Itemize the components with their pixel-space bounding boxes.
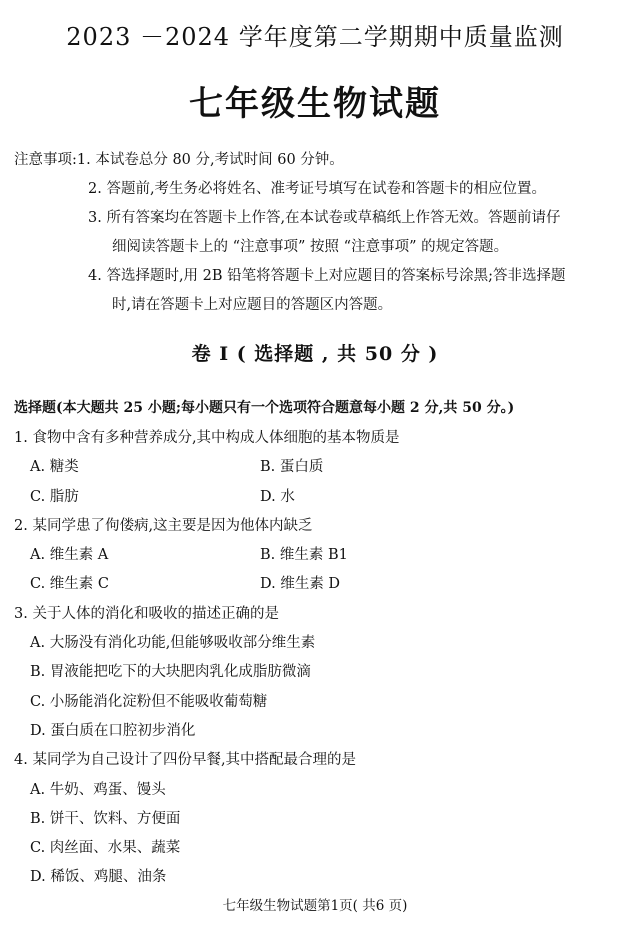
option-row	[14, 453, 620, 482]
note-item: 2. 答题前,考生务必将姓名、准考证号填写在试卷和答题卡的相应位置。	[88, 181, 547, 197]
note-line-1	[14, 146, 620, 175]
exam-term-heading: 2023 －2024 学年度第二学期期中质量监测	[66, 23, 564, 51]
notes-block	[14, 146, 620, 320]
option: D. 稀饭、鸡腿、油条	[30, 869, 167, 886]
question-stem: 3. 关于人体的消化和吸收的描述正确的是	[14, 605, 279, 622]
note-item-continuation: 时,请在答题卡上对应题目的答题区内答题。	[112, 297, 393, 313]
option: A. 维生素 A	[30, 547, 109, 564]
option-row	[14, 570, 620, 599]
option: C. 小肠能消化淀粉但不能吸收葡萄糖	[30, 693, 268, 710]
question-stem: 1. 食物中含有多种营养成分,其中构成人体细胞的基本物质是	[14, 430, 400, 446]
questions-list	[14, 424, 620, 893]
option: D. 维生素 D	[260, 576, 341, 593]
option: A. 大肠没有消化功能,但能够吸收部分维生素	[30, 635, 316, 652]
option: D. 蛋白质在口腔初步消化	[30, 722, 196, 739]
option-row	[14, 541, 620, 570]
option-row	[14, 483, 620, 512]
option: C. 肉丝面、水果、蔬菜	[30, 840, 181, 857]
question-stem: 2. 某同学患了佝偻病,这主要是因为他体内缺乏	[14, 517, 313, 534]
option: B. 维生素 B1	[260, 547, 348, 564]
option: C. 维生素 C	[30, 576, 109, 593]
section-title: 卷 Ⅰ ( 选择题 , 共 50 分 )	[191, 343, 439, 365]
question-stem: 4. 某同学为自己设计了四份早餐,其中搭配最合理的是	[14, 752, 357, 769]
option: D. 水	[260, 488, 295, 505]
note-item: 3. 所有答案均在答题卡上作答,在本试卷或草稿纸上作答无效。答题前请仔	[88, 210, 561, 226]
note-item-continuation: 细阅读答题卡上的 “注意事项” 按照 “注意事项” 的规定答题。	[112, 239, 509, 255]
notes-label: 注意事项:	[14, 152, 77, 168]
page-footer: 七年级生物试题第1页( 共6 页)	[222, 898, 408, 914]
option: B. 饼干、饮料、方便面	[30, 810, 181, 827]
section-instruction: 选择题(本大题共 25 小题;每小题只有一个选项符合题意每小题 2 分,共 50 分。)	[14, 400, 515, 416]
option: C. 脂肪	[30, 488, 79, 505]
option: A. 牛奶、鸡蛋、馒头	[30, 781, 166, 798]
note-item: 4. 答选择题时,用 2B 铅笔将答题卡上对应题目的答案标号涂黑;答非选择题	[88, 268, 566, 284]
note-item: 1. 本试卷总分 80 分,考试时间 60 分钟。	[76, 152, 344, 168]
option: B. 蛋白质	[260, 459, 324, 476]
option: B. 胃液能把吃下的大块肥肉乳化成脂肪微滴	[30, 664, 311, 681]
option: A. 糖类	[30, 459, 79, 476]
exam-title: 七年级生物试题	[189, 84, 441, 124]
